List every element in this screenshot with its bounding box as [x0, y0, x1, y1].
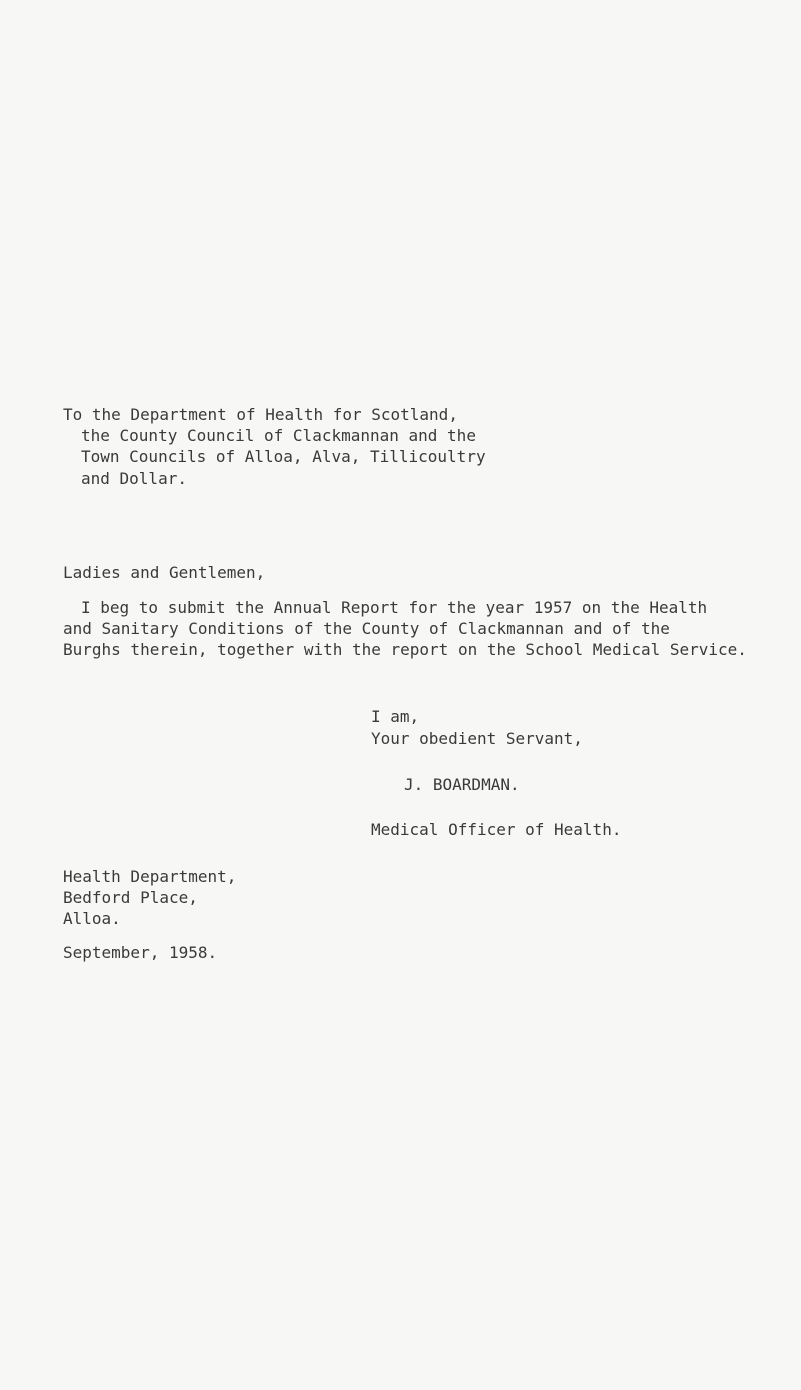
- signatory-name: J. BOARDMAN.: [404, 775, 520, 794]
- address-line: Health Department,: [63, 867, 237, 886]
- signatory-title: Medical Officer of Health.: [371, 820, 622, 839]
- body-line: I beg to submit the Annual Report for the year 1957 on the Health: [81, 598, 708, 617]
- addressee-line: Town Councils of Alloa, Alva, Tillicoultry: [81, 447, 486, 466]
- addressee-line: To the Department of Health for Scotland,: [63, 405, 458, 424]
- salutation: Ladies and Gentlemen,: [63, 563, 266, 582]
- address-line: Bedford Place,: [63, 888, 198, 907]
- body-line: Burghs therein, together with the report on the School Medical Service.: [63, 640, 747, 659]
- addressee-line: and Dollar.: [81, 469, 187, 488]
- letter-date: September, 1958.: [63, 943, 218, 962]
- addressee-line: the County Council of Clackmannan and the: [81, 426, 476, 445]
- body-line: and Sanitary Conditions of the County of Clackmannan and of the: [63, 619, 670, 638]
- closing-line: I am,: [371, 707, 420, 726]
- address-line: Alloa.: [63, 909, 121, 928]
- closing-line: Your obedient Servant,: [371, 729, 583, 748]
